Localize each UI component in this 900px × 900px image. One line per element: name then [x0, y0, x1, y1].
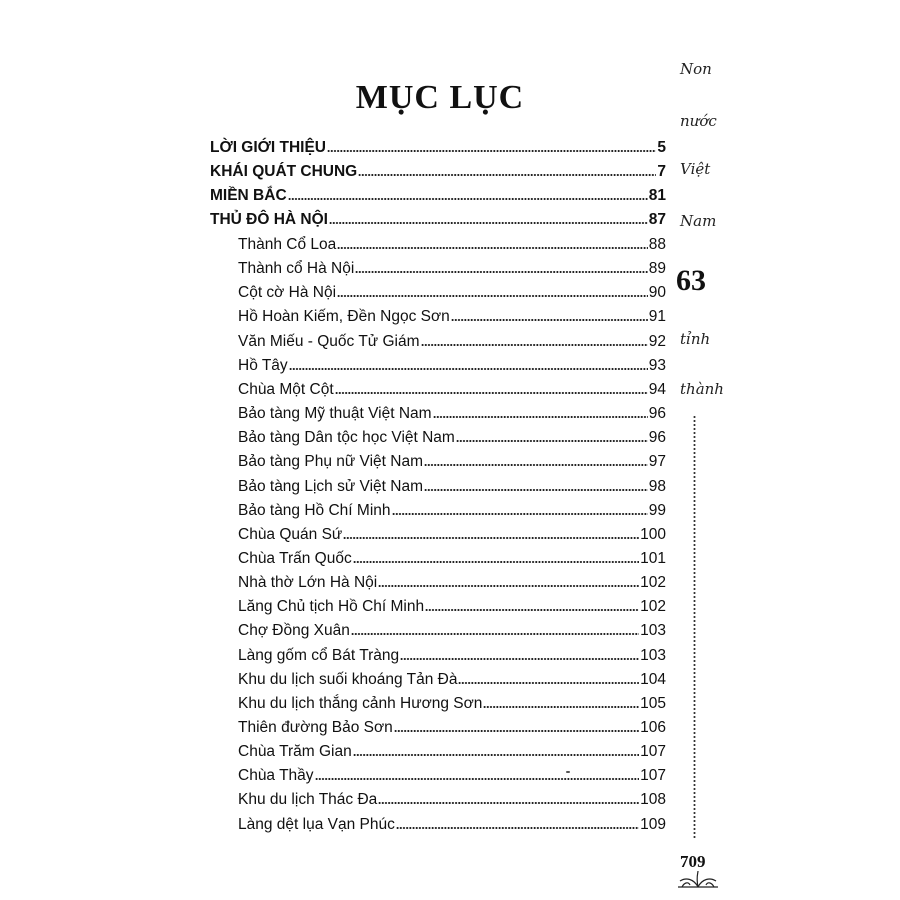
toc-entry-page: 90	[648, 284, 666, 302]
toc-entry-page: 94	[648, 380, 666, 398]
toc-entry	[238, 400, 666, 424]
side-dotted-line	[693, 415, 696, 840]
toc-entry-page: 92	[648, 332, 666, 350]
toc-entry	[238, 617, 666, 641]
toc-entry-title: KHÁI QUÁT CHUNG	[210, 163, 358, 180]
toc-entry	[238, 786, 666, 810]
toc-entry-title: Bảo tàng Dân tộc học Việt Nam	[238, 429, 455, 447]
toc-entry	[210, 182, 666, 206]
toc-entry-page: 106	[640, 719, 666, 736]
toc-entry-title: Chùa Một Cột	[238, 380, 334, 398]
toc-entry-page: 81	[648, 187, 666, 204]
toc-entry	[238, 569, 666, 593]
side-text-word: Nam	[680, 212, 717, 230]
toc-entry-title: Bảo tàng Phụ nữ Việt Nam	[238, 453, 424, 471]
toc-entry-title: Bảo tàng Lịch sử Việt Nam	[238, 477, 423, 495]
toc-entry-title: THỦ ĐÔ HÀ NỘI	[210, 211, 328, 228]
side-text-word: tỉnh	[680, 330, 711, 348]
floral-ornament-icon	[676, 869, 720, 889]
toc-entry-page: 7	[657, 163, 666, 180]
dot-leader	[289, 366, 648, 372]
toc-entry-title: Thành cổ Hà Nội	[238, 260, 355, 278]
side-text-number: 63	[676, 264, 706, 297]
toc-entry-page: 5	[657, 139, 666, 156]
toc-entry-title: Chùa Quán Sứ	[238, 525, 343, 543]
toc-entry-title: Chùa Trăm Gian	[238, 743, 352, 761]
toc-entry-page: 96	[648, 429, 666, 447]
toc-entry-title: MIỀN BẮC	[210, 187, 287, 204]
toc-entry-page: 107	[640, 743, 666, 761]
toc-entry-title: Chùa Thầy	[238, 767, 314, 785]
toc-entry-title: Lăng Chủ tịch Hồ Chí Minh	[238, 598, 425, 616]
toc-entry	[238, 811, 666, 835]
toc-entry	[238, 255, 666, 279]
toc-entry	[238, 642, 666, 666]
toc-entry-title: Bảo tàng Mỹ thuật Việt Nam	[238, 405, 432, 423]
toc-entry	[238, 521, 666, 545]
dot-leader	[456, 438, 648, 444]
toc-entry-page: 97	[648, 453, 666, 471]
toc-entry-title: LỜI GIỚI THIỆU	[210, 139, 327, 156]
toc-entry	[238, 666, 666, 690]
side-text-word: nước	[680, 112, 717, 130]
toc-entry	[210, 206, 666, 230]
dot-leader	[315, 776, 640, 782]
toc-entry-title: Bảo tàng Hồ Chí Minh	[238, 501, 391, 519]
toc-entry-title: Cột cờ Hà Nội	[238, 284, 337, 302]
dot-leader	[329, 220, 648, 226]
dot-leader	[458, 680, 639, 686]
toc-entry-title: Chùa Trấn Quốc	[238, 549, 352, 567]
dot-leader	[451, 317, 648, 323]
toc-entry	[238, 473, 666, 497]
dot-leader	[288, 196, 648, 202]
toc-entry-title: Thành Cổ Loa	[238, 236, 337, 253]
dot-leader	[421, 342, 648, 348]
dot-leader	[394, 728, 639, 734]
dot-leader	[378, 800, 639, 806]
toc-entry-page: 108	[640, 791, 666, 809]
toc-entry-title: Làng dệt lụa Vạn Phúc	[238, 815, 395, 833]
dot-leader	[424, 462, 648, 468]
dot-leader	[396, 825, 639, 831]
toc-entry-title: Thiên đường Bảo Sơn	[238, 719, 393, 736]
toc-entry-page: 99	[648, 501, 666, 519]
toc-entry	[238, 738, 666, 762]
toc-entry-page: 107	[640, 767, 666, 785]
side-text-word: thành	[680, 380, 724, 398]
toc-entry	[238, 303, 666, 327]
dot-leader	[392, 511, 648, 517]
toc-entry-page: 102	[640, 574, 666, 592]
dot-leader	[355, 269, 647, 275]
toc-entry	[238, 352, 666, 376]
dot-leader	[425, 607, 639, 613]
toc-entry	[238, 328, 666, 352]
toc-entry-page: 89	[648, 260, 666, 278]
toc-entry-title: Khu du lịch thắng cảnh Hương Sơn	[238, 694, 483, 712]
toc-entry	[238, 448, 666, 472]
side-text-word: Non	[680, 60, 712, 78]
toc-entry-title: Khu du lịch Thác Đa	[238, 791, 378, 809]
toc-entry-title: Khu du lịch suối khoáng Tản Đà	[238, 670, 458, 688]
toc-entry	[238, 545, 666, 569]
toc-entry-page: 98	[648, 477, 666, 495]
dot-leader	[353, 752, 639, 758]
toc-entry-title: Chợ Đồng Xuân	[238, 622, 350, 640]
dot-leader	[378, 583, 639, 589]
print-speck	[566, 771, 570, 773]
toc-entry-page: 105	[640, 694, 666, 712]
page-title: MỤC LỤC	[355, 79, 525, 116]
dot-leader	[433, 414, 648, 420]
toc-entry	[238, 279, 666, 303]
dot-leader	[337, 293, 648, 299]
dot-leader	[351, 631, 639, 637]
dot-leader	[353, 559, 639, 565]
toc-entry	[238, 593, 666, 617]
dot-leader	[400, 656, 639, 662]
dot-leader	[483, 704, 639, 710]
toc-entry-title: Nhà thờ Lớn Hà Nội	[238, 574, 378, 592]
toc-entry-title: Hồ Hoàn Kiếm, Đền Ngọc Sơn	[238, 308, 450, 326]
toc-entry	[238, 376, 666, 400]
toc-entry-page: 102	[640, 598, 666, 616]
page-number: 709	[680, 852, 706, 871]
toc-entry-page: 103	[640, 646, 666, 664]
toc-entry-page: 96	[648, 405, 666, 423]
toc-entry-page: 87	[648, 211, 666, 228]
toc-entry-title: Hồ Tây	[238, 356, 288, 374]
toc-entry	[238, 690, 666, 714]
toc-entry-page: 93	[648, 356, 666, 374]
dot-leader	[335, 390, 648, 396]
toc-entry-page: 109	[640, 815, 666, 833]
toc-entry	[210, 158, 666, 182]
toc-entry-page: 101	[640, 549, 666, 567]
toc-entry-title: Văn Miếu - Quốc Tử Giám	[238, 332, 420, 350]
side-text-word: Việt	[680, 160, 711, 178]
dot-leader	[337, 245, 648, 251]
toc-entry	[238, 231, 666, 255]
dot-leader	[327, 148, 656, 154]
dot-leader	[343, 535, 639, 541]
toc-entry	[238, 714, 666, 738]
toc-entry	[238, 762, 666, 786]
toc-entry	[238, 497, 666, 521]
toc-entry-page: 91	[648, 308, 666, 326]
toc-entry-title: Làng gốm cổ Bát Tràng	[238, 646, 400, 664]
dot-leader	[424, 487, 648, 493]
toc-entry	[210, 134, 666, 158]
toc-entry-page: 100	[640, 525, 666, 543]
toc-entry	[238, 424, 666, 448]
toc-entry-page: 103	[640, 622, 666, 640]
toc-entry-page: 104	[640, 670, 666, 688]
toc-entry-page: 88	[648, 236, 666, 253]
dot-leader	[358, 172, 656, 178]
